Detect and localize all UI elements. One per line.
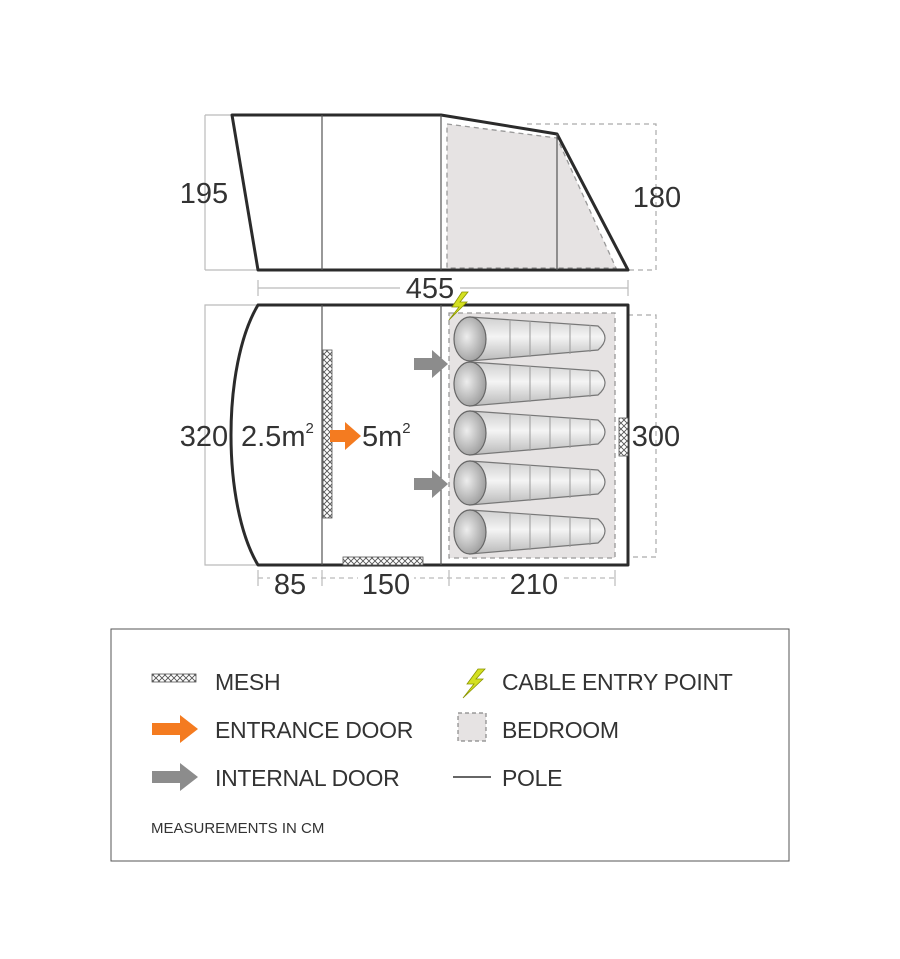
internal-door-arrow-icon: [414, 350, 448, 378]
measurements-note: MEASUREMENTS IN CM: [151, 820, 325, 837]
side-view: [180, 115, 681, 270]
legend-pole-label: POLE: [502, 765, 563, 791]
entrance-door-arrow-icon: [330, 422, 361, 450]
floor-plan: [180, 292, 680, 565]
legend: [111, 629, 789, 861]
legend-bedroom-label: BEDROOM: [502, 717, 619, 743]
legend-entrance-door-label: ENTRANCE DOOR: [215, 717, 414, 743]
section-dimensions: [258, 568, 615, 601]
mesh-panel-floor: [343, 557, 423, 565]
side-height-right-label: 180: [632, 182, 682, 214]
section-2-label: 150: [361, 569, 411, 601]
legend-cable-entry-label: CABLE ENTRY POINT: [502, 669, 733, 695]
section-3-label: 210: [509, 569, 559, 601]
floor-width-right-label: 300: [631, 421, 681, 453]
side-height-left-label: 195: [179, 178, 229, 210]
internal-door-arrow-icon: [414, 470, 448, 498]
legend-internal-door-label: INTERNAL DOOR: [215, 765, 400, 791]
bedroom-legend-icon: [458, 713, 486, 741]
porch-area-label: $2.5m^2$: [241, 420, 314, 453]
mesh-panel-rear: [619, 418, 628, 456]
living-area-label: $5m^2$: [362, 420, 411, 453]
total-length-label: 455: [405, 273, 455, 305]
mesh-legend-icon: [152, 674, 196, 682]
legend-mesh-label: MESH: [215, 669, 281, 695]
floor-width-left-label: 320: [179, 421, 229, 453]
section-1-label: 85: [273, 569, 307, 601]
